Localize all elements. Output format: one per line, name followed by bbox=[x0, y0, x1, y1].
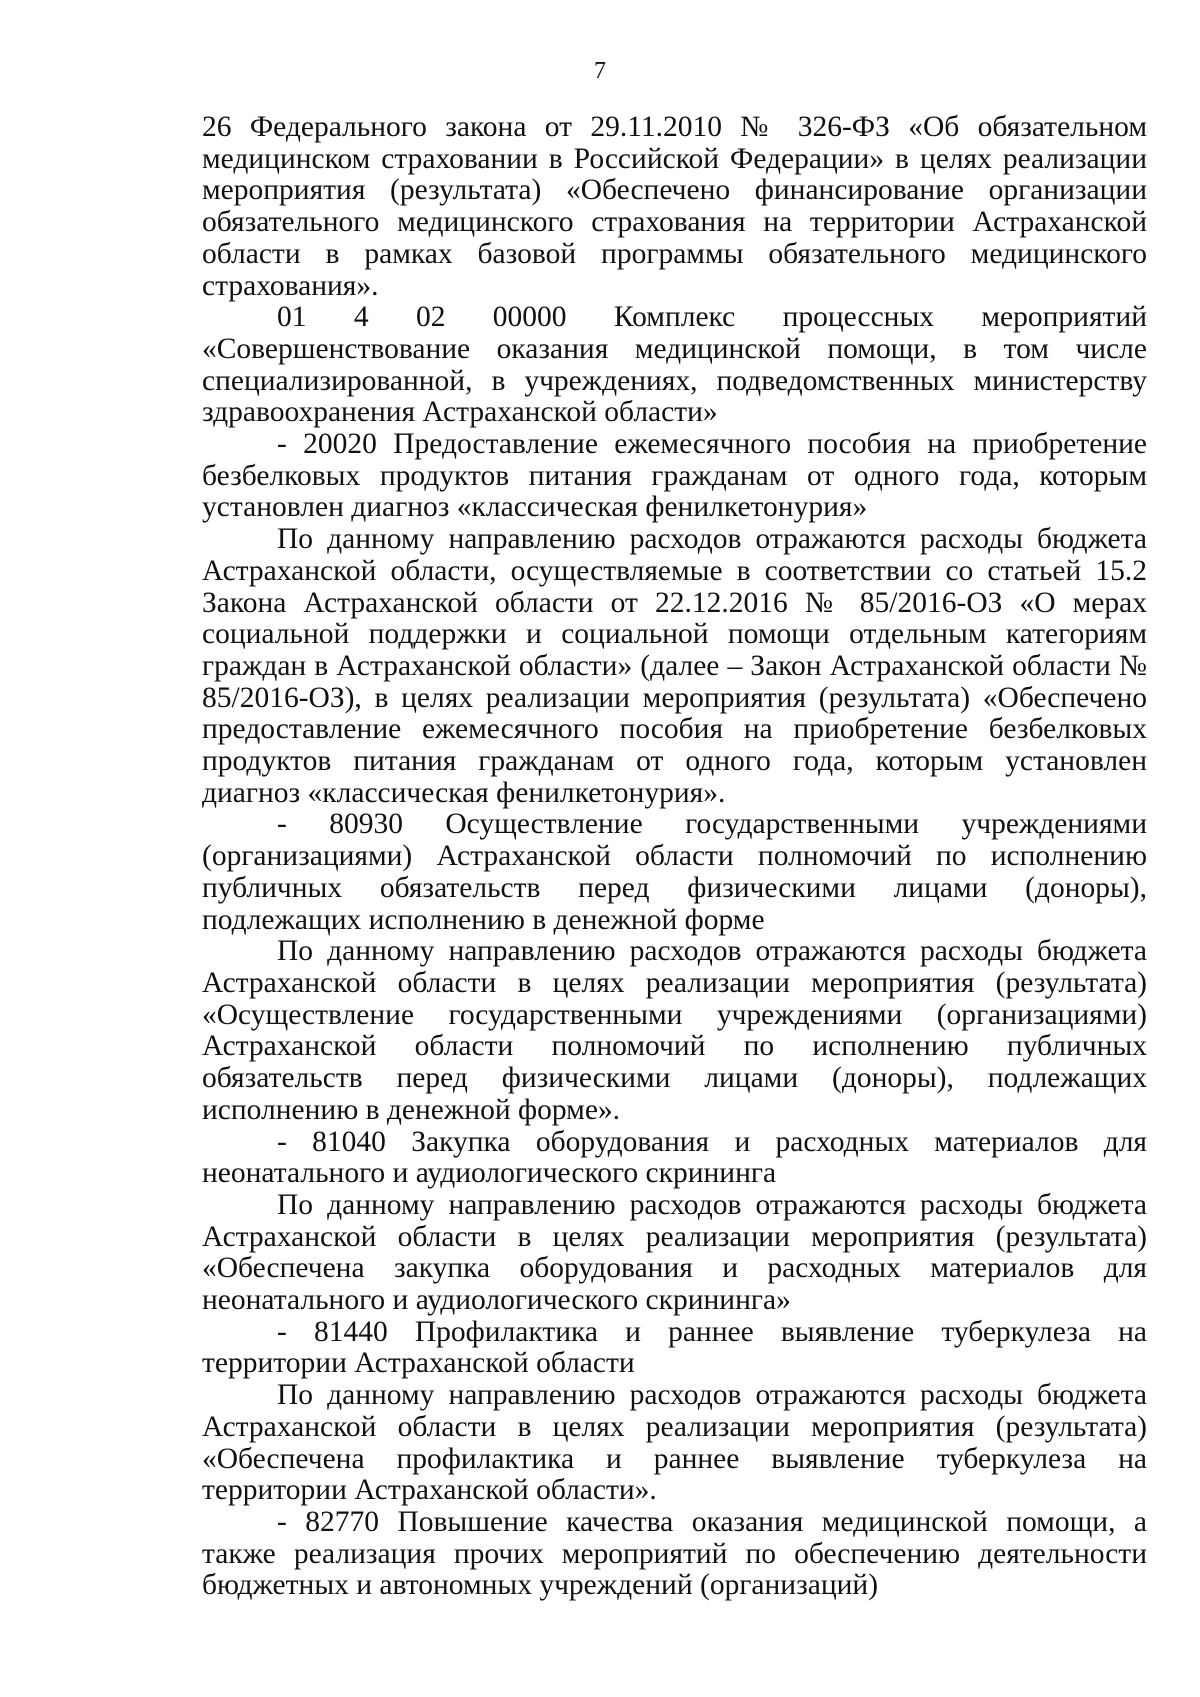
paragraph-code-81040: - 81040 Закупка оборудования и расходных материалов для неонатального и аудиологического скрининга bbox=[202, 1125, 1147, 1190]
paragraph-continuation-fz-326: 26 Федерального закона от 29.11.2010 № 326-ФЗ «Об обязательном медицинском страховании в Российской Федерации» в целях реализации мероприятия (результата) «Обеспечено финансирование организации обязательного медицинского страхования на территории Астраханской области в рамках базовой программы обязательного медицинского страхования». bbox=[202, 111, 1147, 302]
paragraph-code-20020: - 20020 Предоставление ежемесячного пособия на приобретение безбелковых продуктов питания гражданам от одного года, которым установлен диагноз «классическая фенилкетонурия» bbox=[202, 428, 1147, 524]
paragraph-complex-01-4-02-00000: 01 4 02 00000 Комплекс процессных мероприятий «Совершенствование оказания медицинской помощи, в том числе специализированной, в учреждениях, подведомственных министерству здравоохранения Астраханской области» bbox=[202, 301, 1147, 429]
document-body bbox=[202, 112, 1147, 1602]
paragraph-code-80930-description: По данному направлению расходов отражаются расходы бюджета Астраханской области в целях реализации мероприятия (результата) «Осуществление государственными учреждениями (организациями) Астраханской области полномочий по исполнению публичных обязательств перед физическими лицами (доноры), подлежащих исполнению в денежной форме». bbox=[202, 935, 1147, 1126]
paragraph-code-80930: - 80930 Осуществление государственными учреждениями (организациями) Астраханской области полномочий по исполнению публичных обязательств перед физическими лицами (доноры), подлежащих исполнению в денежной форме bbox=[202, 808, 1147, 936]
paragraph-code-82770: - 82770 Повышение качества оказания медицинской помощи, а также реализация прочих мероприятий по обеспечению деятельности бюджетных и автономных учреждений (организаций) bbox=[202, 1505, 1147, 1602]
paragraph-code-81040-description: По данному направлению расходов отражаются расходы бюджета Астраханской области в целях реализации мероприятия (результата) «Обеспечена закупка оборудования и расходных материалов для неонатального и аудиологического скрининга» bbox=[202, 1188, 1147, 1317]
page-number: 7 bbox=[594, 58, 606, 84]
paragraph-code-81440-description: По данному направлению расходов отражаются расходы бюджета Астраханской области в целях реализации мероприятия (результата) «Обеспечена профилактика и раннее выявление туберкулеза на территории Астраханской области». bbox=[202, 1379, 1147, 1507]
paragraph-code-81440: - 81440 Профилактика и раннее выявление туберкулеза на территории Астраханской области bbox=[202, 1315, 1147, 1380]
paragraph-code-20020-description: По данному направлению расходов отражаются расходы бюджета Астраханской области, осуществляемые в соответствии со статьей 15.2 Закона Астраханской области от 22.12.2016 № 85/2016-ОЗ «О мерах социальной поддержки и социальной помощи отдельным категориям граждан в Астраханской области» (далее – Закон Астраханской области № 85/2016-ОЗ), в целях реализации мероприятия (результата) «Обеспечено предоставление ежемесячного пособия на приобретение безбелковых продуктов питания гражданам от одного года, которым установлен диагноз «классическая фенилкетонурия». bbox=[202, 523, 1147, 809]
